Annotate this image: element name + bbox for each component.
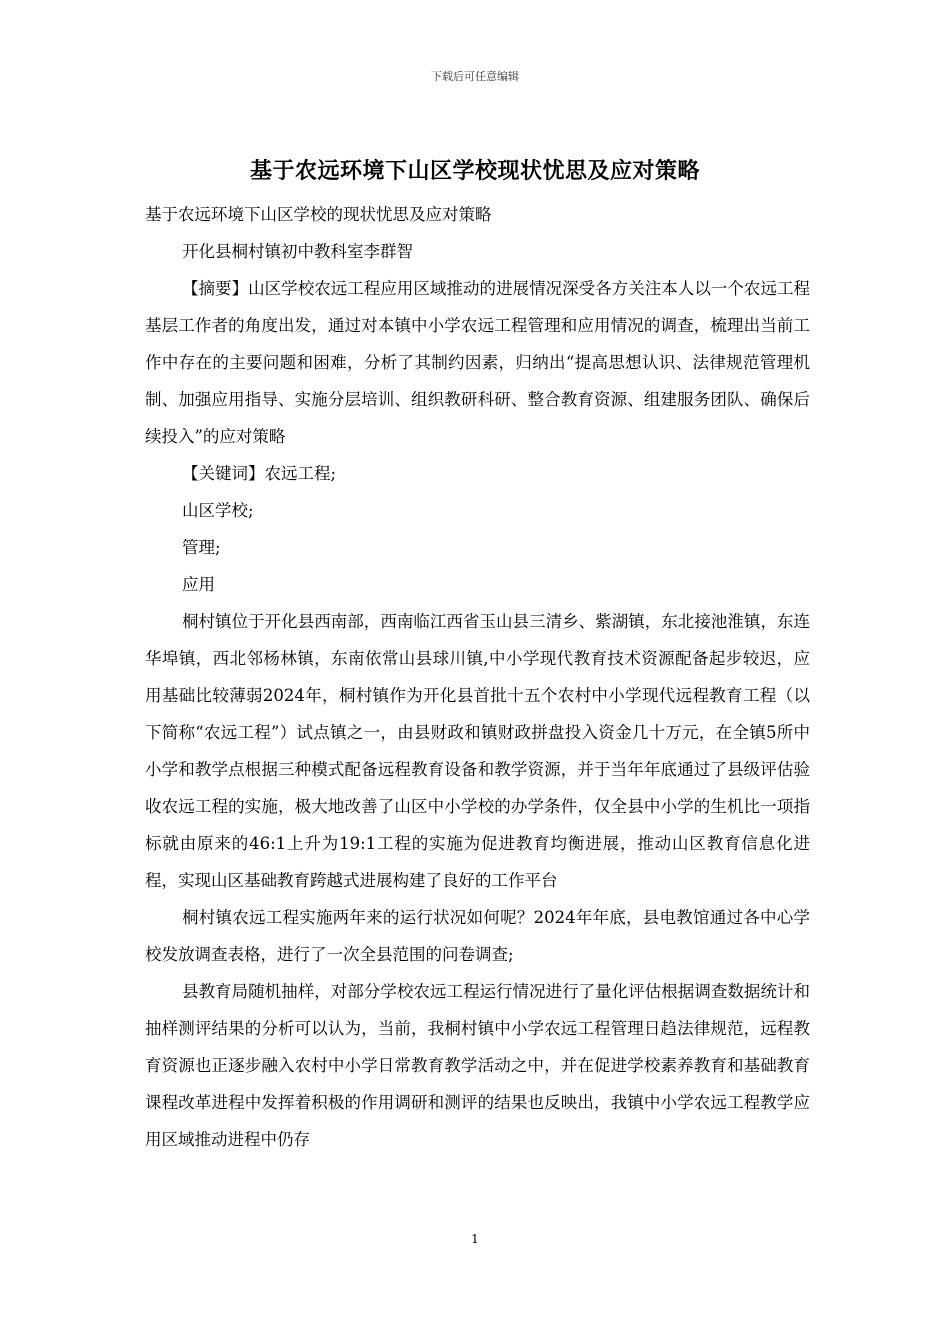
- abstract-paragraph: 【摘要】山区学校农远工程应用区域推动的进展情况深受各方关注本人以一个农远工程基层工作者的角度出发，通过对本镇中小学农远工程管理和应用情况的调查，梳理出当前工作中存在的主要问题和困难，分析了其制约因素，归纳出“提高思想认识、法律规范管理机制、加强应用指导、实施分层培训、组织教研科研、整合教育资源、组建服务团队、确保后续投入”的应对策略: [145, 279, 810, 446]
- body-paragraph: 桐村镇位于开化县西南部，西南临江西省玉山县三清乡、紫湖镇，东北接池淮镇，东连华埠镇，西北邻杨林镇，东南依常山县球川镇,中小学现代教育技术资源配备起步较迟，应用基础比较薄弱2024年，桐村镇作为开化县首批十五个农村中小学现代远程教育工程（以下简称“农远工程”）试点镇之一，由县财政和镇财政拼盘投入资金几十万元，在全镇5所中小学和教学点根据三种模式配备远程教育设备和教学资源，并于当年年底通过了县级评估验收农远工程的实施，极大地改善了山区中小学校的办学条件，仅全县中小学的生机比一项指标就由原来的46:1上升为19:1工程的实施为促进教育均衡进展，推动山区教育信息化进程，实现山区基础教育跨越式进展构建了良好的工作平台: [145, 612, 810, 890]
- document-body: [145, 196, 810, 1158]
- header-note: 下载后可任意编辑: [431, 70, 519, 83]
- keyword-line: 【关键词】农远工程;: [182, 464, 337, 483]
- author-line: 开化县桐村镇初中教科室李群智: [182, 242, 413, 261]
- subtitle-line: 基于农远环境下山区学校的现状忧思及应对策略: [145, 205, 492, 224]
- body-paragraph: 县教育局随机抽样，对部分学校农远工程运行情况进行了量化评估根据调查数据统计和抽样测评结果的分析可以认为，当前，我桐村镇中小学农远工程管理日趋法律规范，远程教育资源也正逐步融入农村中小学日常教育教学活动之中，并在促进学校素养教育和基础教育课程改革进程中发挥着积极的作用调研和测评的结果也反映出，我镇中小学农远工程教学应用区域推动进程中仍存: [145, 982, 810, 1149]
- document-title: 基于农远环境下山区学校现状忧思及应对策略: [249, 158, 700, 184]
- keyword-line: 应用: [182, 575, 215, 594]
- body-paragraph: 桐村镇农远工程实施两年来的运行状况如何呢？2024年年底，县电教馆通过各中心学校发放调查表格，进行了一次全县范围的问卷调查;: [145, 908, 810, 964]
- keyword-line: 山区学校;: [182, 501, 254, 520]
- page-number: 1: [471, 1232, 479, 1246]
- keyword-line: 管理;: [182, 538, 221, 557]
